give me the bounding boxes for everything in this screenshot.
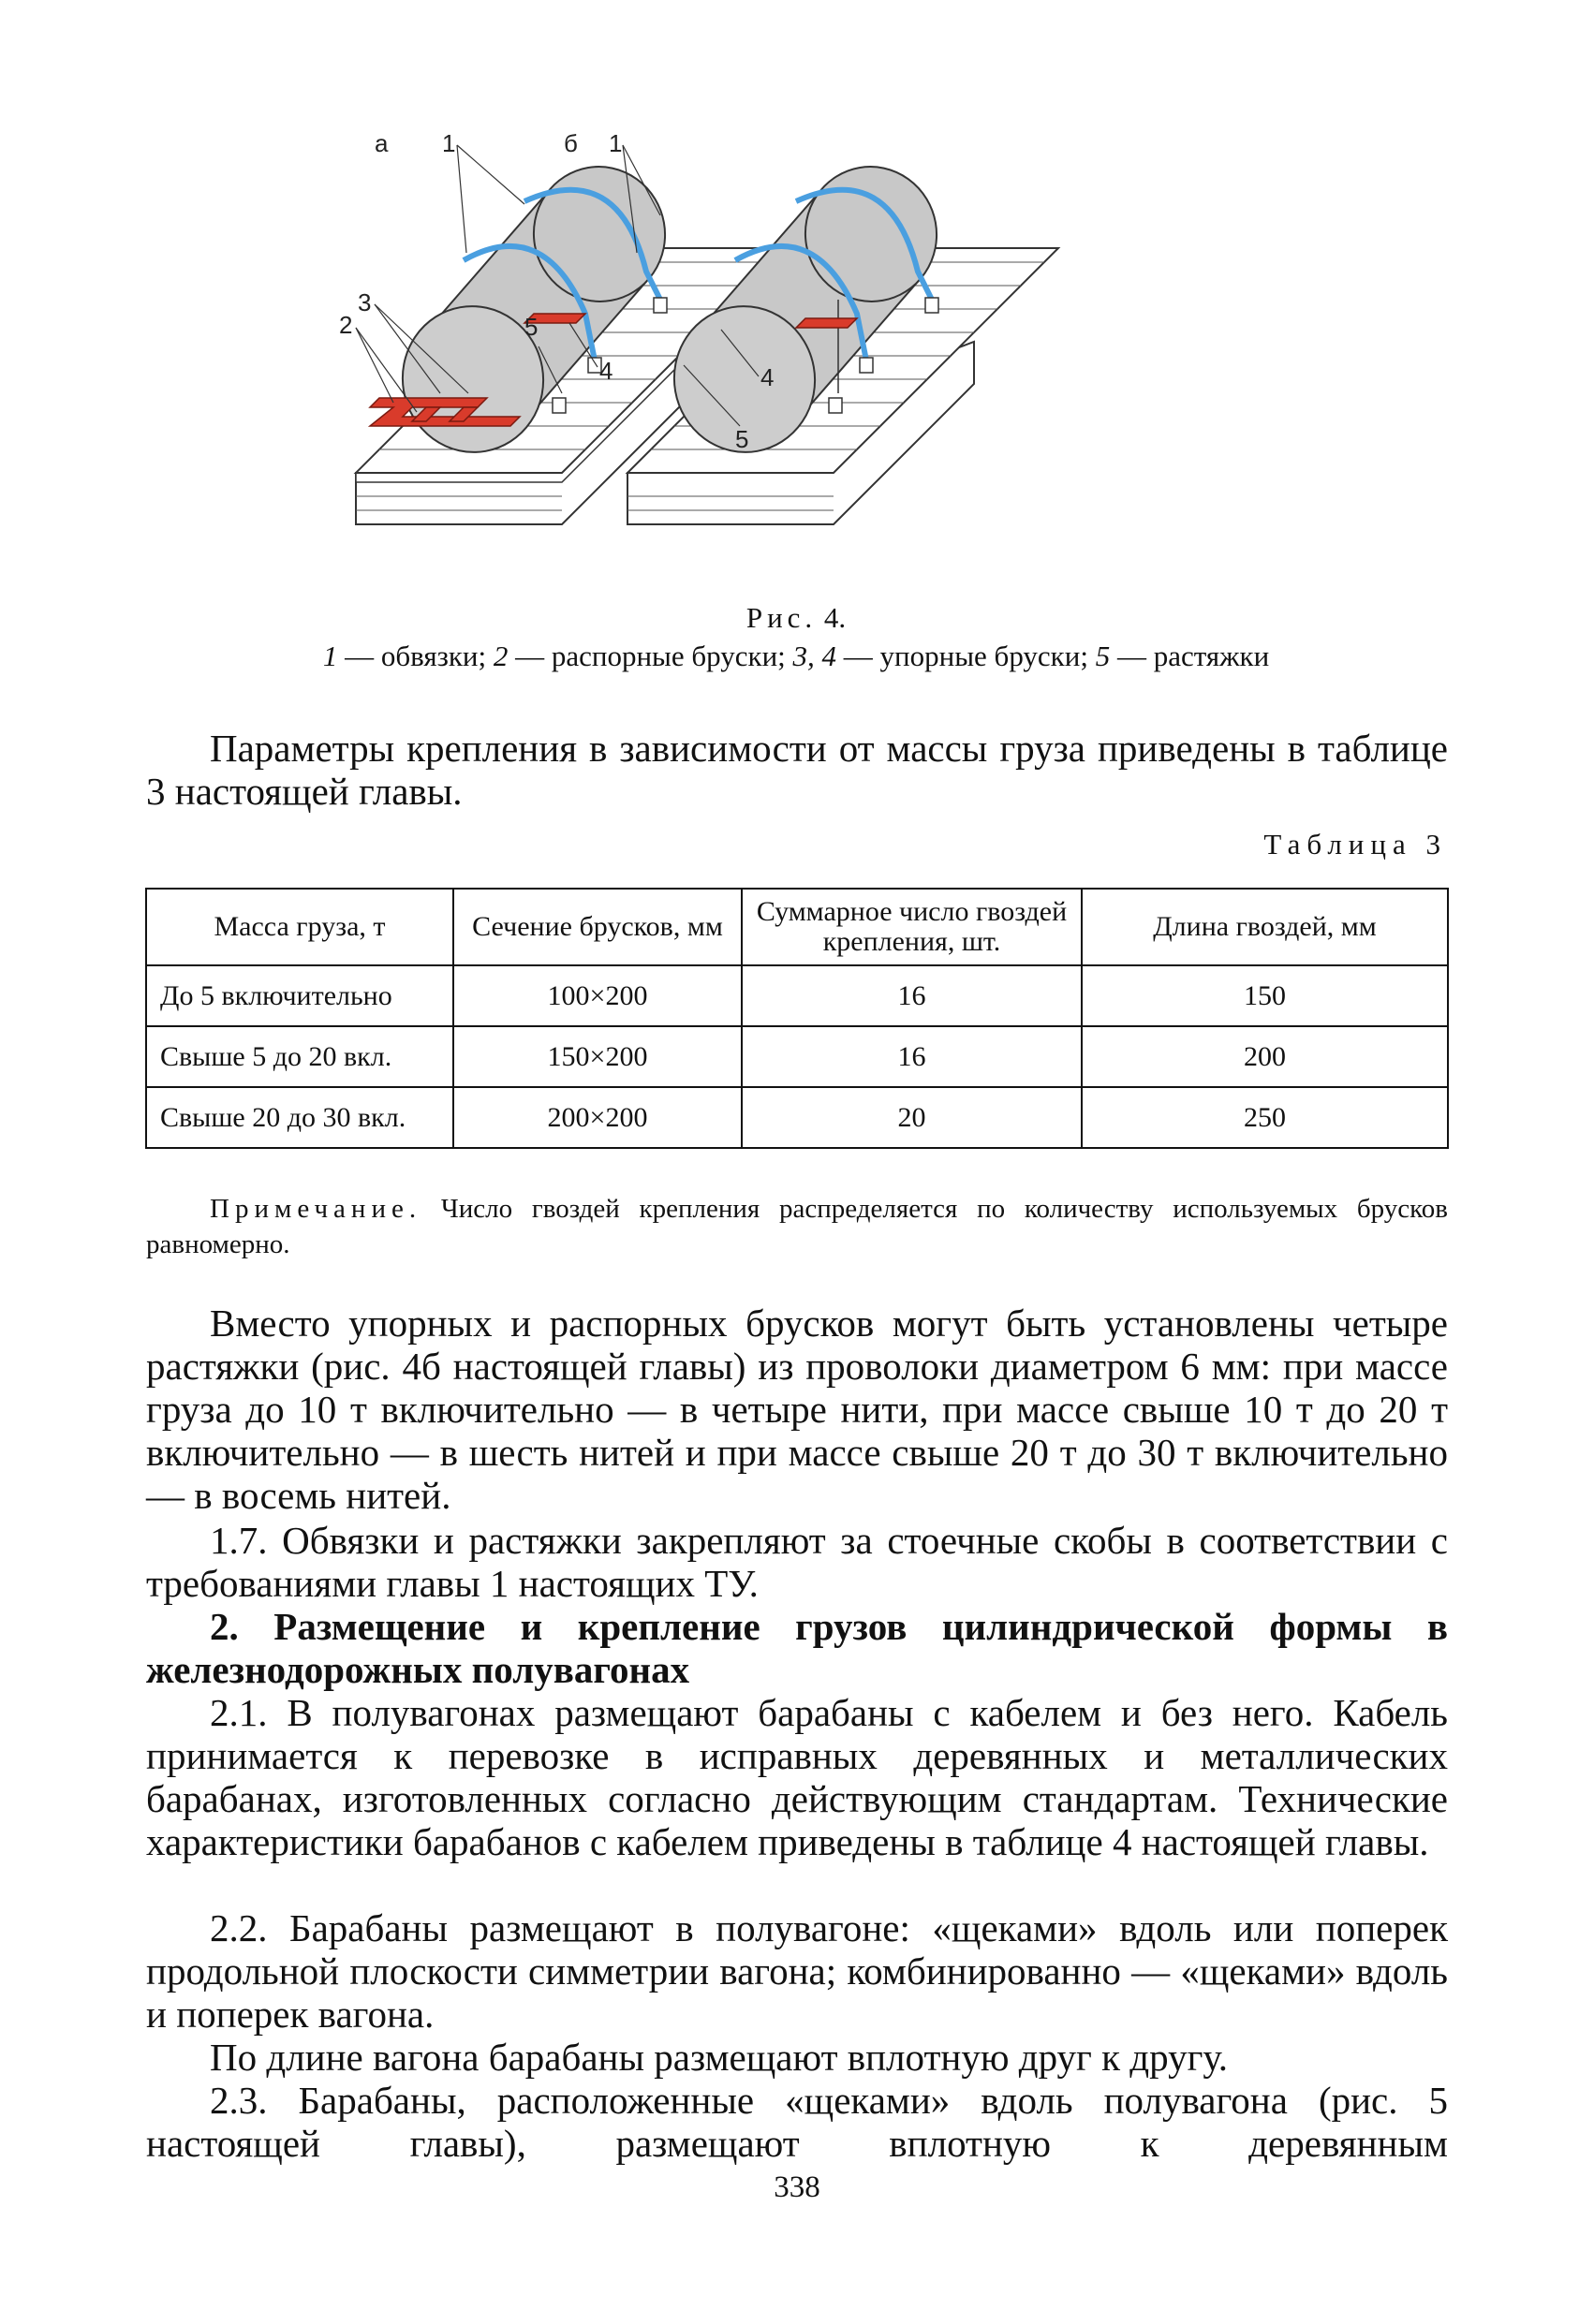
paragraph-guy-wires: Вместо упорных и распорных брусков могут быть установлены четыре растяжки (рис. 4б настоящей главы) из проволоки диаметром 6 мм: при массе груза до 10 т включительно — в четыре нити, при массе свыше 10 т до 20 т включительно — в шесть нитей и при массе свыше 20 т до 30 т включительно — в восемь нитей.: [146, 1302, 1448, 1517]
intro-paragraph: Параметры крепления в зависимости от массы груза приведены в таблице 3 настоящей главы.: [146, 727, 1448, 813]
paragraph-2-1: 2.1. В полувагонах размещают барабаны с кабелем и без него. Кабель принимается к перевозке в исправных деревянных и металлических барабанах, изготовленных согласно действующим стандартам. Технические характеристики барабанов с кабелем приведены в таблице 4 настоящей главы.: [146, 1691, 1448, 1863]
cell-nail-length: 250: [1082, 1087, 1448, 1148]
header-section: Сечение брусков, мм: [453, 889, 742, 965]
parameters-table: [145, 888, 1449, 1149]
bracket-b2: [925, 298, 938, 313]
callout-b-5-right: 5: [735, 425, 749, 453]
figure-4-illustration: [337, 112, 1274, 581]
paragraph-2-3: 2.3. Барабаны, расположенные «щеками» вдоль полувагона (рис. 5 настоящей главы), размещают вплотную к деревянным: [146, 2079, 1448, 2165]
figure-caption-word: Рис.: [745, 601, 818, 634]
bracket-a3: [553, 398, 566, 413]
cell-nail-length: 200: [1082, 1026, 1448, 1087]
figure-caption-title: [150, 601, 1442, 635]
callout-a-1: 1: [442, 129, 456, 157]
cell-mass: Свыше 20 до 30 вкл.: [146, 1087, 453, 1148]
paragraph-length: По длине вагона барабаны размещают вплотную друг к другу.: [210, 2036, 1229, 2079]
paragraph-1-7: 1.7. Обвязки и растяжки закрепляют за стоечные скобы в соответствии с требованиями главы 1 настоящих ТУ.: [146, 1519, 1448, 1605]
bracket-b3: [829, 398, 842, 413]
figure-caption-number: 4.: [823, 601, 847, 634]
legend-text-1: — обвязки;: [337, 640, 494, 672]
callout-a-2: 2: [339, 311, 353, 339]
cell-section: 150×200: [453, 1026, 742, 1087]
header-mass: Масса груза, т: [146, 889, 453, 965]
page-number: 338: [774, 2170, 820, 2204]
legend-num-4: 5: [1095, 640, 1111, 672]
header-nail-length: Длина гвоздей, мм: [1082, 889, 1448, 965]
table-note: [146, 1191, 1448, 1262]
note-label: Примечание.: [210, 1194, 422, 1224]
cell-mass: Свыше 5 до 20 вкл.: [146, 1026, 453, 1087]
callout-a-3: 3: [358, 288, 372, 316]
table-row: [146, 965, 1448, 1026]
figure-caption-legend: [150, 640, 1442, 673]
section-heading-2: 2. Размещение и крепление грузов цилиндрической формы в железнодорожных полувагонах: [146, 1605, 1448, 1691]
legend-num-2: 2: [493, 640, 509, 672]
note-text: Число гвоздей крепления распределяется по количеству используемых брусков равномерно.: [146, 1194, 1448, 1259]
legend-text-3: — упорные бруски;: [836, 640, 1096, 672]
cell-nail-count: 20: [742, 1087, 1082, 1148]
table-header-row: [146, 889, 1448, 965]
callout-b-1: 1: [609, 129, 623, 157]
cell-nail-count: 16: [742, 965, 1082, 1026]
stop-block-b: [796, 318, 857, 328]
bracket-b1: [860, 358, 873, 373]
legend-text-2: — распорные бруски;: [508, 640, 793, 672]
table-row: [146, 1087, 1448, 1148]
table-row: [146, 1026, 1448, 1087]
legend-num-1: 1: [322, 640, 338, 672]
cell-section: 100×200: [453, 965, 742, 1026]
cell-mass: До 5 включительно: [146, 965, 453, 1026]
paragraph-2-2: 2.2. Барабаны размещают в полувагоне: «щеками» вдоль или поперек продольной плоскости симметрии вагона; комбинированно — «щеками» вдоль и поперек вагона.: [146, 1906, 1448, 2036]
bracket-a2: [654, 298, 667, 313]
header-nail-count: Суммарное число гвоздей крепления, шт.: [742, 889, 1082, 965]
callout-a-4: 4: [599, 357, 613, 385]
legend-text-4: — растяжки: [1110, 640, 1270, 672]
callout-b-4: 4: [760, 363, 775, 391]
table-label: Таблица 3: [1263, 828, 1447, 860]
panel-a-label: а: [375, 129, 389, 157]
callout-b-5-left: 5: [524, 313, 539, 341]
panel-b-label: б: [564, 129, 578, 157]
legend-num-3: 3, 4: [792, 640, 837, 672]
cell-nail-length: 150: [1082, 965, 1448, 1026]
cell-nail-count: 16: [742, 1026, 1082, 1087]
cell-section: 200×200: [453, 1087, 742, 1148]
